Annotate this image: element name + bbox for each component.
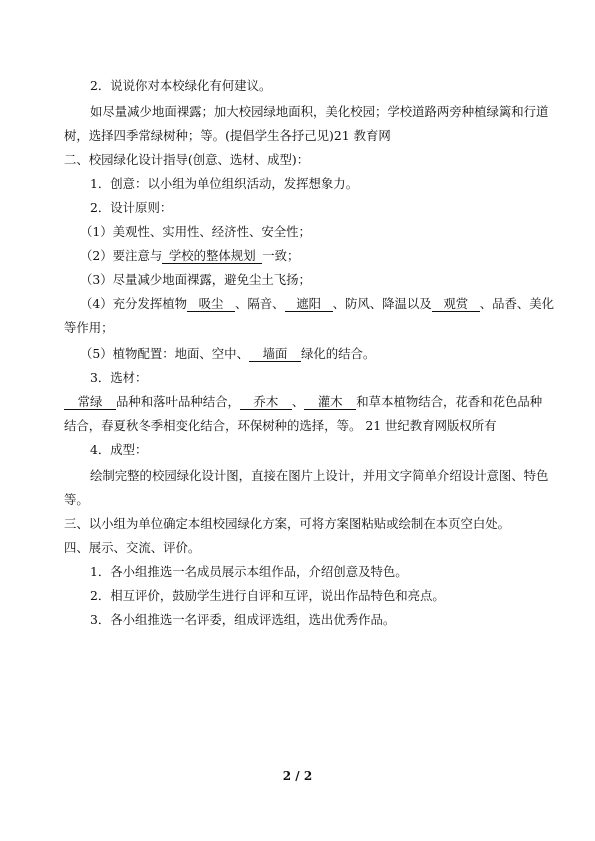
blank-answer-trees: 乔木 xyxy=(240,395,292,410)
principle-5-prefix: （5）植物配置：地面、空中、 xyxy=(80,346,249,361)
line-materials-2: 结合，春夏秋冬季相变化结合，环保树种的选择，等。 21 世纪教育网版权所有 xyxy=(64,418,497,433)
line-materials-1 xyxy=(64,394,542,410)
line-principle-4 xyxy=(80,296,554,312)
blank-answer-overall-plan: 学校的整体规划 xyxy=(162,249,262,264)
principle-4-mid-1: 、隔音、 xyxy=(235,296,285,311)
materials-mid-1: 品种和落叶品种结合， xyxy=(116,394,240,409)
line-suggestion-question: 2．说说你对本校绿化有何建议。 xyxy=(90,78,272,93)
blank-answer-dust: 吸尘 xyxy=(187,297,235,312)
materials-suffix: 和草本植物结合，花香和花色品种 xyxy=(356,394,543,409)
principle-4-mid-2: 、防风、降温以及 xyxy=(332,296,432,311)
line-principle-2 xyxy=(80,248,299,264)
blank-answer-evergreen: 常绿 xyxy=(64,395,116,410)
line-principle-1: （1）美观性、实用性、经济性、安全性； xyxy=(80,224,311,239)
principle-2-prefix: （2）要注意与 xyxy=(80,248,163,263)
line-eval-2: 2．相互评价，鼓励学生进行自评和互评，说出作品特色和亮点。 xyxy=(90,588,445,603)
line-eval-3: 3．各小组推选一名评委，组成评选组，选出优秀作品。 xyxy=(90,612,396,627)
line-principle-5 xyxy=(80,346,375,362)
principle-4-prefix: （4）充分发挥植物 xyxy=(80,296,188,311)
line-forming-desc: 绘制完整的校园绿化设计图，直接在图片上设计，并用文字简单介绍设计意图、特色 xyxy=(90,468,549,483)
line-principle-3: （3）尽量减少地面裸露，避免尘土飞扬； xyxy=(80,272,311,287)
blank-answer-shade: 遮阳 xyxy=(285,297,333,312)
line-suggestion-answer-1: 如尽量减少地面裸露；加大校园绿地面积，美化校园；学校道路两旁种植绿篱和行道 xyxy=(90,104,549,119)
blank-answer-shrubs: 灌木 xyxy=(304,395,356,410)
line-forming: 4．成型： xyxy=(90,442,148,457)
line-creativity: 1．创意：以小组为单位组织活动，发挥想象力。 xyxy=(90,176,359,191)
principle-2-suffix: 一致； xyxy=(262,248,300,263)
line-materials: 3．选材： xyxy=(90,370,148,385)
line-suggestion-answer-2: 树，选择四季常绿树种；等。(提倡学生各抒己见)21 教育网 xyxy=(64,128,391,143)
page-number: 2 / 2 xyxy=(282,769,313,783)
line-design-principles: 2．设计原则： xyxy=(90,200,173,215)
line-eval-1: 1．各小组推选一名成员展示本组作品，介绍创意及特色。 xyxy=(90,564,408,579)
materials-sep: 、 xyxy=(291,394,305,409)
blank-answer-ornamental: 观赏 xyxy=(432,297,480,312)
section-heading-3: 三、以小组为单位确定本组校园绿化方案，可将方案图粘贴或绘制在本页空白处。 xyxy=(64,516,511,531)
line-principle-4-cont: 等作用； xyxy=(64,320,114,335)
principle-5-suffix: 绿化的结合。 xyxy=(300,346,376,361)
blank-answer-wall: 墙面 xyxy=(249,347,301,362)
section-heading-2: 二、校园绿化设计指导(创意、选材、成型)： xyxy=(64,152,310,167)
section-heading-4: 四、展示、交流、评价。 xyxy=(64,540,201,555)
principle-4-suffix: 、品香、美化 xyxy=(479,296,555,311)
line-forming-desc-cont: 等。 xyxy=(64,492,89,507)
